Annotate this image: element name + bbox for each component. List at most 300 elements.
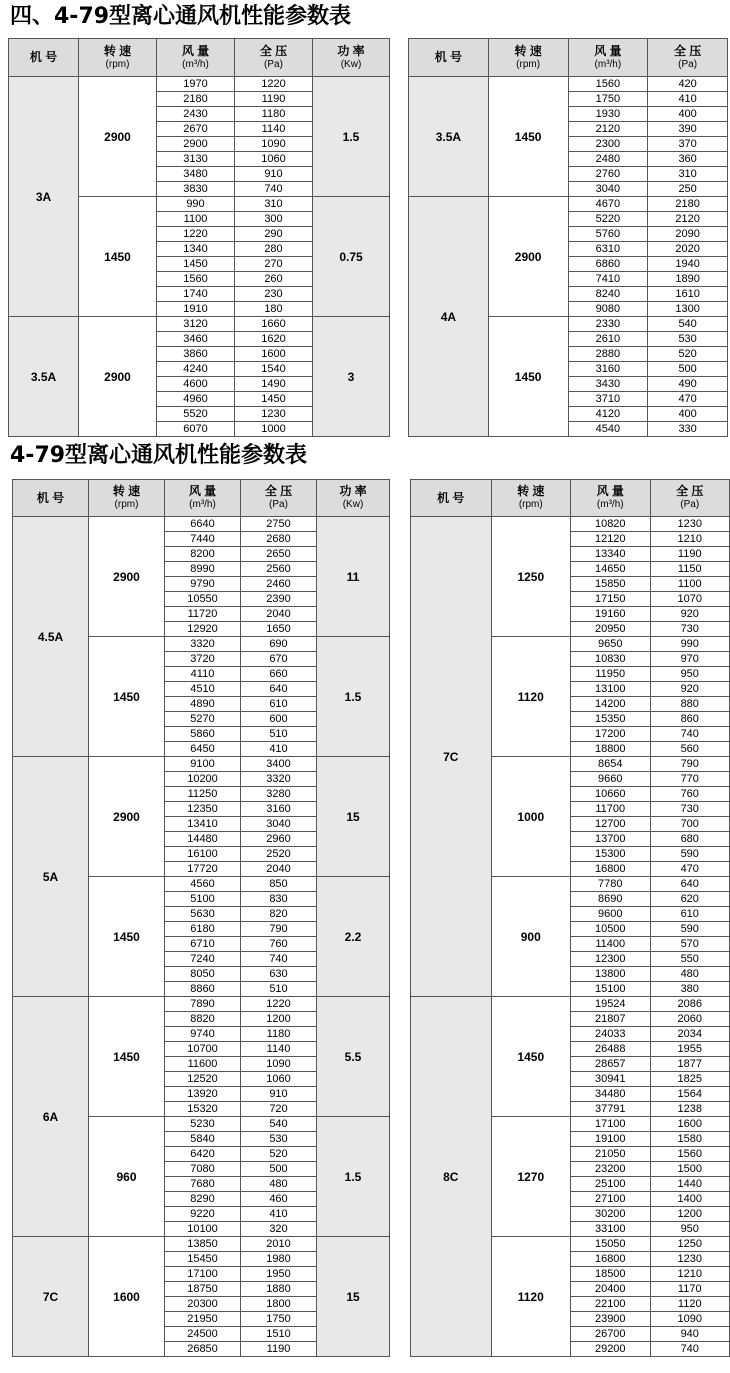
flow-cell: 2880: [568, 347, 648, 362]
flow-cell: 9660: [571, 772, 650, 787]
flow-cell: 6860: [568, 257, 648, 272]
pressure-cell: 2060: [650, 1012, 730, 1027]
pressure-cell: 1300: [648, 302, 728, 317]
power-cell: 1.5: [317, 1117, 390, 1237]
flow-cell: 1930: [568, 107, 648, 122]
header-unit: (Pa): [678, 58, 698, 70]
pressure-cell: 250: [648, 182, 728, 197]
flow-cell: 30200: [571, 1207, 650, 1222]
pressure-cell: 1190: [241, 1342, 317, 1357]
flow-cell: 15450: [165, 1252, 241, 1267]
flow-cell: 16800: [571, 862, 650, 877]
pressure-cell: 1540: [235, 362, 313, 377]
pressure-cell: 1950: [241, 1267, 317, 1282]
pressure-cell: 460: [241, 1192, 317, 1207]
flow-cell: 21807: [571, 1012, 650, 1027]
flow-cell: 3460: [157, 332, 235, 347]
flow-cell: 17100: [165, 1267, 241, 1282]
performance-table: [12, 479, 390, 1357]
flow-cell: 8290: [165, 1192, 241, 1207]
flow-cell: 25100: [571, 1177, 650, 1192]
header-label: 风 量: [181, 43, 210, 58]
pressure-cell: 1090: [235, 137, 313, 152]
flow-cell: 2300: [568, 137, 648, 152]
header-speed: [89, 480, 165, 517]
flow-cell: 11400: [571, 937, 650, 952]
pressure-cell: 830: [241, 892, 317, 907]
header-flow: [568, 39, 648, 77]
flow-cell: 20300: [165, 1297, 241, 1312]
pressure-cell: 910: [241, 1087, 317, 1102]
header-unit: (rpm): [114, 499, 139, 510]
flow-cell: 13700: [571, 832, 650, 847]
header-label: 风 量: [188, 484, 217, 498]
header-label: 全 压: [673, 43, 702, 58]
flow-cell: 5220: [568, 212, 648, 227]
flow-cell: 7780: [571, 877, 650, 892]
flow-cell: 5100: [165, 892, 241, 907]
header-label: 转 速: [103, 43, 132, 58]
pressure-cell: 1210: [650, 532, 730, 547]
pressure-cell: 310: [235, 197, 313, 212]
flow-cell: 2480: [568, 152, 648, 167]
header-pressure: [241, 480, 317, 517]
pressure-cell: 1230: [650, 1252, 730, 1267]
speed-cell: 1600: [89, 1237, 165, 1357]
flow-cell: 4240: [157, 362, 235, 377]
flow-cell: 1970: [157, 77, 235, 92]
flow-cell: 29200: [571, 1342, 650, 1357]
pressure-cell: 680: [650, 832, 730, 847]
pressure-cell: 1090: [650, 1312, 730, 1327]
pressure-cell: 1238: [650, 1102, 730, 1117]
flow-cell: 4110: [165, 667, 241, 682]
pressure-cell: 2650: [241, 547, 317, 562]
header-unit: (Pa): [680, 499, 700, 510]
pressure-cell: 290: [235, 227, 313, 242]
power-cell: 0.75: [313, 197, 390, 317]
pressure-cell: 480: [241, 1177, 317, 1192]
pressure-cell: 540: [241, 1117, 317, 1132]
pressure-cell: 3040: [241, 817, 317, 832]
pressure-cell: 1750: [241, 1312, 317, 1327]
model-cell: 6A: [13, 997, 89, 1237]
flow-cell: 17100: [571, 1117, 650, 1132]
flow-cell: 4510: [165, 682, 241, 697]
speed-cell: 2900: [79, 77, 157, 197]
flow-cell: 9100: [165, 757, 241, 772]
flow-cell: 6070: [157, 422, 235, 437]
header-unit: (rpm): [518, 499, 543, 510]
pressure-cell: 1170: [650, 1282, 730, 1297]
flow-cell: 1220: [157, 227, 235, 242]
flow-cell: 3430: [568, 377, 648, 392]
header-model: [411, 480, 492, 517]
flow-cell: 10830: [571, 652, 650, 667]
pressure-cell: 670: [241, 652, 317, 667]
pressure-cell: 280: [235, 242, 313, 257]
pressure-cell: 500: [648, 362, 728, 377]
pressure-cell: 1060: [241, 1072, 317, 1087]
flow-cell: 14200: [571, 697, 650, 712]
flow-cell: 21950: [165, 1312, 241, 1327]
flow-cell: 9650: [571, 637, 650, 652]
flow-cell: 3860: [157, 347, 235, 362]
pressure-cell: 640: [241, 682, 317, 697]
table-row: [13, 517, 390, 532]
flow-cell: 14480: [165, 832, 241, 847]
pressure-cell: 2086: [650, 997, 730, 1012]
speed-cell: 2900: [488, 197, 568, 317]
pressure-cell: 640: [650, 877, 730, 892]
flow-cell: 18500: [571, 1267, 650, 1282]
table-row: [411, 997, 730, 1012]
flow-cell: 10500: [571, 922, 650, 937]
flow-cell: 13410: [165, 817, 241, 832]
flow-cell: 1910: [157, 302, 235, 317]
flow-cell: 4600: [157, 377, 235, 392]
header-label: 机 号: [36, 490, 65, 505]
flow-cell: 18800: [571, 742, 650, 757]
header-speed: [488, 39, 568, 77]
speed-cell: 1450: [79, 197, 157, 317]
speed-cell: 1450: [89, 877, 165, 997]
pressure-cell: 910: [235, 167, 313, 182]
pressure-cell: 2020: [648, 242, 728, 257]
speed-cell: 1450: [491, 997, 570, 1117]
header-label: 转 速: [112, 484, 141, 498]
speed-cell: 1000: [491, 757, 570, 877]
flow-cell: 2670: [157, 122, 235, 137]
table-row: [409, 197, 728, 212]
pressure-cell: 1955: [650, 1042, 730, 1057]
pressure-cell: 590: [650, 847, 730, 862]
pressure-cell: 400: [648, 107, 728, 122]
power-cell: 15: [317, 757, 390, 877]
header-label: 风 量: [594, 43, 622, 58]
pressure-cell: 390: [648, 122, 728, 137]
flow-cell: 24033: [571, 1027, 650, 1042]
speed-cell: 1450: [488, 317, 568, 437]
flow-cell: 2180: [157, 92, 235, 107]
speed-cell: 1120: [491, 637, 570, 757]
pressure-cell: 760: [241, 937, 317, 952]
flow-cell: 1560: [157, 272, 235, 287]
flow-cell: 15050: [571, 1237, 650, 1252]
power-cell: 5.5: [317, 997, 390, 1117]
pressure-cell: 730: [650, 802, 730, 817]
pressure-cell: 2090: [648, 227, 728, 242]
pressure-cell: 320: [241, 1222, 317, 1237]
flow-cell: 3160: [568, 362, 648, 377]
flow-cell: 12350: [165, 802, 241, 817]
pressure-cell: 1440: [650, 1177, 730, 1192]
flow-cell: 24500: [165, 1327, 241, 1342]
header-label: 机 号: [29, 50, 58, 64]
flow-cell: 12120: [571, 532, 650, 547]
flow-cell: 12300: [571, 952, 650, 967]
header-unit: (Kw): [340, 58, 362, 70]
flow-cell: 8050: [165, 967, 241, 982]
flow-cell: 1450: [157, 257, 235, 272]
pressure-cell: 2040: [241, 862, 317, 877]
pressure-cell: 470: [650, 862, 730, 877]
flow-cell: 1740: [157, 287, 235, 302]
pressure-cell: 690: [241, 637, 317, 652]
pressure-cell: 270: [235, 257, 313, 272]
flow-cell: 10660: [571, 787, 650, 802]
pressure-cell: 520: [648, 347, 728, 362]
flow-cell: 19100: [571, 1132, 650, 1147]
model-cell: 4.5A: [13, 517, 89, 757]
pressure-cell: 2960: [241, 832, 317, 847]
pressure-cell: 490: [648, 377, 728, 392]
flow-cell: 10100: [165, 1222, 241, 1237]
pressure-cell: 2560: [241, 562, 317, 577]
header-model: [13, 480, 89, 517]
pressure-cell: 1140: [235, 122, 313, 137]
header-model: [9, 39, 79, 77]
header-row: [9, 39, 390, 77]
flow-cell: 5760: [568, 227, 648, 242]
flow-cell: 9080: [568, 302, 648, 317]
header-flow: [571, 480, 650, 517]
pressure-cell: 1200: [650, 1207, 730, 1222]
flow-cell: 3040: [568, 182, 648, 197]
speed-cell: 2900: [89, 517, 165, 637]
pressure-cell: 1610: [648, 287, 728, 302]
flow-cell: 7680: [165, 1177, 241, 1192]
flow-cell: 27100: [571, 1192, 650, 1207]
flow-cell: 9740: [165, 1027, 241, 1042]
flow-cell: 3120: [157, 317, 235, 332]
performance-table: [408, 38, 728, 437]
flow-cell: 6450: [165, 742, 241, 757]
pressure-cell: 950: [650, 1222, 730, 1237]
flow-cell: 23900: [571, 1312, 650, 1327]
flow-cell: 13850: [165, 1237, 241, 1252]
flow-cell: 13800: [571, 967, 650, 982]
flow-cell: 8860: [165, 982, 241, 997]
pressure-cell: 740: [241, 952, 317, 967]
power-cell: 11: [317, 517, 390, 637]
pressure-cell: 1100: [650, 577, 730, 592]
performance-table: [410, 479, 730, 1357]
header-label: 机 号: [437, 490, 465, 505]
model-cell: 3A: [9, 77, 79, 317]
flow-cell: 9600: [571, 907, 650, 922]
table-row: [409, 77, 728, 92]
pressure-cell: 1070: [650, 592, 730, 607]
pressure-cell: 730: [650, 622, 730, 637]
flow-cell: 22100: [571, 1297, 650, 1312]
flow-cell: 3710: [568, 392, 648, 407]
pressure-cell: 1800: [241, 1297, 317, 1312]
flow-cell: 11950: [571, 667, 650, 682]
header-unit: (m³/h): [189, 499, 216, 510]
pressure-cell: 1490: [235, 377, 313, 392]
pressure-cell: 330: [648, 422, 728, 437]
header-label: 转 速: [514, 43, 542, 58]
pressure-cell: 1400: [650, 1192, 730, 1207]
flow-cell: 2120: [568, 122, 648, 137]
flow-cell: 990: [157, 197, 235, 212]
flow-cell: 3720: [165, 652, 241, 667]
flow-cell: 17150: [571, 592, 650, 607]
pressure-cell: 1940: [648, 257, 728, 272]
flow-cell: 1560: [568, 77, 648, 92]
flow-cell: 10200: [165, 772, 241, 787]
header-label: 全 压: [264, 484, 293, 498]
pressure-cell: 420: [648, 77, 728, 92]
header-pressure: [235, 39, 313, 77]
pressure-cell: 1150: [650, 562, 730, 577]
pressure-cell: 1000: [235, 422, 313, 437]
speed-cell: 1270: [491, 1117, 570, 1237]
pressure-cell: 950: [650, 667, 730, 682]
performance-table: [8, 38, 390, 437]
pressure-cell: 510: [241, 982, 317, 997]
pressure-cell: 230: [235, 287, 313, 302]
pressure-cell: 740: [650, 1342, 730, 1357]
pressure-cell: 410: [648, 92, 728, 107]
pressure-cell: 590: [650, 922, 730, 937]
pressure-cell: 2750: [241, 517, 317, 532]
flow-cell: 15100: [571, 982, 650, 997]
pressure-cell: 3400: [241, 757, 317, 772]
pressure-cell: 2010: [241, 1237, 317, 1252]
flow-cell: 8240: [568, 287, 648, 302]
pressure-cell: 1890: [648, 272, 728, 287]
pressure-cell: 1600: [235, 347, 313, 362]
pressure-cell: 990: [650, 637, 730, 652]
pressure-cell: 820: [241, 907, 317, 922]
pressure-cell: 1450: [235, 392, 313, 407]
header-pressure: [648, 39, 728, 77]
flow-cell: 6420: [165, 1147, 241, 1162]
flow-cell: 30941: [571, 1072, 650, 1087]
flow-cell: 23200: [571, 1162, 650, 1177]
header-label: 功 率: [337, 43, 365, 58]
pressure-cell: 850: [241, 877, 317, 892]
flow-cell: 10550: [165, 592, 241, 607]
power-cell: 15: [317, 1237, 390, 1357]
pressure-cell: 1060: [235, 152, 313, 167]
header-flow: [157, 39, 235, 77]
flow-cell: 5630: [165, 907, 241, 922]
header-unit: (m³/h): [596, 499, 624, 510]
model-cell: 7C: [13, 1237, 89, 1357]
header-power: [317, 480, 390, 517]
flow-cell: 2430: [157, 107, 235, 122]
flow-cell: 37791: [571, 1102, 650, 1117]
speed-cell: 1450: [488, 77, 568, 197]
pressure-cell: 2040: [241, 607, 317, 622]
power-cell: 1.5: [317, 637, 390, 757]
pressure-cell: 1564: [650, 1087, 730, 1102]
flow-cell: 11720: [165, 607, 241, 622]
flow-cell: 8654: [571, 757, 650, 772]
model-cell: 3.5A: [9, 317, 79, 437]
pressure-cell: 1580: [650, 1132, 730, 1147]
flow-cell: 19160: [571, 607, 650, 622]
pressure-cell: 1250: [650, 1237, 730, 1252]
pressure-cell: 1980: [241, 1252, 317, 1267]
flow-cell: 2760: [568, 167, 648, 182]
pressure-cell: 740: [650, 727, 730, 742]
flow-cell: 2330: [568, 317, 648, 332]
flow-cell: 7240: [165, 952, 241, 967]
pressure-cell: 3160: [241, 802, 317, 817]
pressure-cell: 1210: [650, 1267, 730, 1282]
model-cell: 3.5A: [409, 77, 489, 197]
flow-cell: 7410: [568, 272, 648, 287]
model-cell: 5A: [13, 757, 89, 997]
flow-cell: 13340: [571, 547, 650, 562]
flow-cell: 6180: [165, 922, 241, 937]
header-unit: (Pa): [264, 58, 283, 70]
pressure-cell: 380: [650, 982, 730, 997]
pressure-cell: 1560: [650, 1147, 730, 1162]
flow-cell: 13920: [165, 1087, 241, 1102]
flow-cell: 9220: [165, 1207, 241, 1222]
flow-cell: 4120: [568, 407, 648, 422]
speed-cell: 1450: [89, 997, 165, 1117]
pressure-cell: 920: [650, 607, 730, 622]
flow-cell: 6640: [165, 517, 241, 532]
pressure-cell: 1230: [650, 517, 730, 532]
flow-cell: 34480: [571, 1087, 650, 1102]
flow-cell: 4960: [157, 392, 235, 407]
speed-cell: 2900: [79, 317, 157, 437]
pressure-cell: 740: [235, 182, 313, 197]
flow-cell: 5230: [165, 1117, 241, 1132]
pressure-cell: 410: [241, 742, 317, 757]
pressure-cell: 1600: [650, 1117, 730, 1132]
flow-cell: 19524: [571, 997, 650, 1012]
pressure-cell: 1500: [650, 1162, 730, 1177]
pressure-cell: 1220: [241, 997, 317, 1012]
flow-cell: 5860: [165, 727, 241, 742]
table-row: [13, 757, 390, 772]
flow-cell: 20400: [571, 1282, 650, 1297]
flow-cell: 7080: [165, 1162, 241, 1177]
speed-cell: 900: [491, 877, 570, 997]
speed-cell: 2900: [89, 757, 165, 877]
flow-cell: 26700: [571, 1327, 650, 1342]
header-label: 转 速: [517, 484, 545, 498]
flow-cell: 4540: [568, 422, 648, 437]
pressure-cell: 790: [241, 922, 317, 937]
pressure-cell: 360: [648, 152, 728, 167]
pressure-cell: 500: [241, 1162, 317, 1177]
page-title: 四、4-79型离心通风机性能参数表: [10, 4, 352, 29]
flow-cell: 20950: [571, 622, 650, 637]
power-cell: 3: [313, 317, 390, 437]
pressure-cell: 260: [235, 272, 313, 287]
flow-cell: 26850: [165, 1342, 241, 1357]
flow-cell: 16800: [571, 1252, 650, 1267]
pressure-cell: 1200: [241, 1012, 317, 1027]
header-unit: (Pa): [269, 499, 288, 510]
table-row: [13, 1237, 390, 1252]
pressure-cell: 570: [650, 937, 730, 952]
pressure-cell: 1120: [650, 1297, 730, 1312]
flow-cell: 21050: [571, 1147, 650, 1162]
flow-cell: 13100: [571, 682, 650, 697]
flow-cell: 15320: [165, 1102, 241, 1117]
flow-cell: 14650: [571, 562, 650, 577]
